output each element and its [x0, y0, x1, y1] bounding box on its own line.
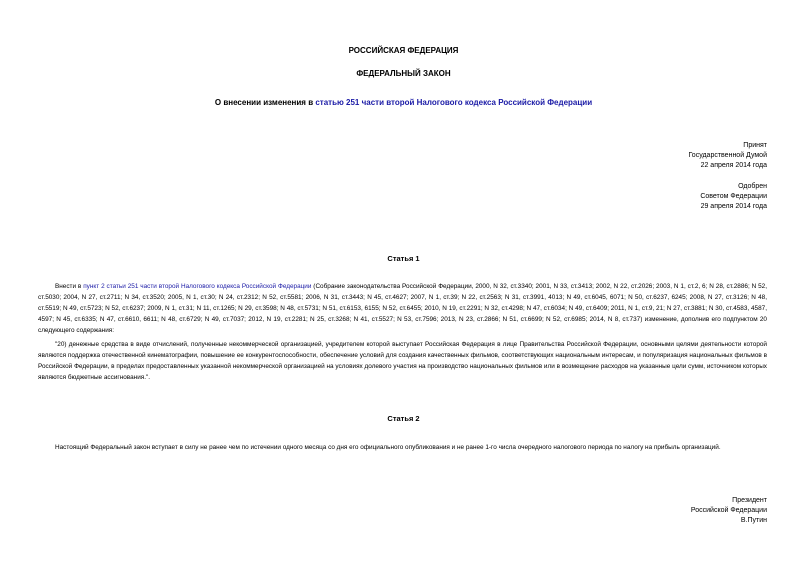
accepted-line2: Государственной Думой: [688, 152, 767, 160]
article-2-title: Статья 2: [387, 414, 420, 423]
article-1-title: Статья 1: [387, 254, 420, 263]
approved-line2: Советом Федерации: [700, 193, 767, 201]
article-1-paragraph-1: [38, 281, 767, 336]
approved-block: [700, 182, 767, 212]
federation-heading: РОССИЙСКАЯ ФЕДЕРАЦИЯ: [348, 46, 459, 55]
law-title: [0, 98, 807, 109]
article-1-p1-rest: (Собрание законодательства Российской Федерации, 2000, N 32, ст.3340; 2001, N 33, ст.3413; 2002, N 22, ст.2026; 2003, N 1, ст.2, 6; N 28, ст.2886; N 52, ст.5030; 2004, N 27, ст.2711; N 34, ст.3520; 2005, N 1, ст.30; N 24, ст.2312; N 52, ст.5581; 2006, N 31, ст.3443; N 45, ст.4627; 2007, N 1, ст.39; N 22, ст.2563; N 31, ст.3991, 4013; N 49, ст.6045, 6071; N 50, ст.6237, 6245; 2008, N 27, ст.3126; N 48, ст.5519; N 49, ст.5723; N 52, ст.6237; 2009, N 1, ст.31; N 11, ст.1265; N 29, ст.3598; N 48, ст.5731; N 51, ст.6153, 6155; N 52, ст.6455; 2010, N 19, ст.2291; N 32, ст.4298; N 47, ст.6034; N 49, ст.6409; 2011, N 1, ст.9, 21; N 27, ст.3881; N 30, ст.4583, 4587, 4597; N 45, ст.6335; N 47, ст.6610, 6611; N 48, ст.6729; N 49, ст.7037; 2012, N 19, ст.2281; N 25, ст.3268; N 41, ст.5527; N 53, ст.7596; 2013, N 23, ст.2866; N 51, ст.6699; N 52, ст.6985; 2014, N 8, ст.737) изменение, дополнив его подпунктом 20 следующего содержания:: [38, 283, 767, 335]
signature-line2: Российской Федерации: [690, 507, 767, 515]
approved-date: 29 апреля 2014 года: [700, 203, 767, 211]
article-1-p1-prefix: Внести в: [55, 283, 84, 290]
law-type-heading: ФЕДЕРАЛЬНЫЙ ЗАКОН: [356, 69, 451, 78]
article-1-p1-link[interactable]: пункт 2 статьи 251 части второй Налогового кодекса Российской Федерации: [83, 283, 312, 290]
signature-block: [691, 496, 767, 526]
law-title-prefix: О внесении изменения в: [214, 98, 316, 107]
signature-name: В.Путин: [740, 517, 767, 525]
accepted-block: [688, 141, 767, 171]
accepted-line1: Принят: [743, 142, 767, 149]
article-1-paragraph-2: "20) денежные средства в виде отчислений, полученные некоммерческой организацией, учредителем которой выступает Российская Федерация в лице Правительства Российской Федерации, основными целями деятельности которой являются поддержка отечественной кинематографии, повышение ее конкурентоспособности, обеспечение условий для создания качественных фильмов, соответствующих национальным интересам, и популяризация национальных фильмов в Российской Федерации, в пределах предоставленных указанной некоммерческой организацией на условиях долевого участия на производство национальных фильмов или в возмещение расходов на указанные цели сумм, источником которых являются бюджетные ассигнования.".: [38, 341, 767, 382]
accepted-date: 22 апреля 2014 года: [700, 162, 767, 170]
law-title-link[interactable]: статью 251 части второй Налогового кодекса Российской Федерации: [315, 98, 593, 107]
approved-line1: Одобрен: [738, 183, 767, 190]
article-2-paragraph-1: Настоящий Федеральный закон вступает в силу не ранее чем по истечении одного месяца со дня его официального опубликования и не ранее 1-го числа очередного налогового периода по налогу на прибыль организаций.: [55, 444, 721, 451]
signature-line1: Президент: [732, 497, 767, 504]
